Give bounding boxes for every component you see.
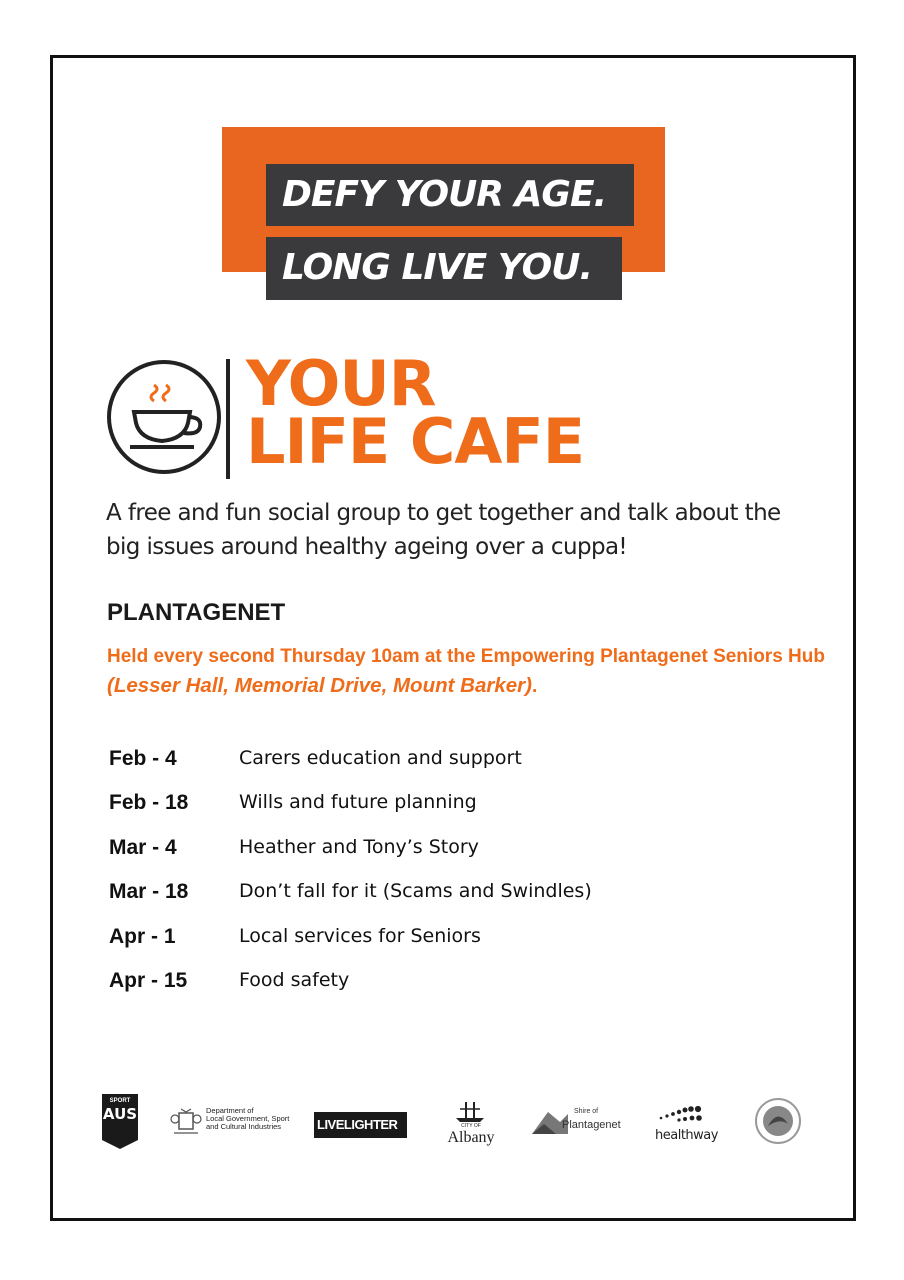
cafe-title-line-1: YOUR [246, 347, 436, 420]
healthway-text: healthway [655, 1128, 718, 1143]
livelighter-logo [314, 1112, 407, 1138]
schedule-date: Mar - 4 [109, 836, 177, 859]
meeting-info-text: Held every second Thursday 10am at the Empowering Plantagenet Seniors Hub [107, 646, 825, 667]
schedule-topic: Heather and Tony’s Story [239, 836, 479, 858]
albany-small-text: CITY OF [461, 1123, 481, 1129]
dlgsc-line-3: and Cultural Industries [206, 1122, 282, 1131]
coffee-cup-icon [104, 357, 234, 482]
schedule-topic: Wills and future planning [239, 791, 477, 813]
cafe-title [246, 347, 585, 478]
schedule-topic: Food safety [239, 969, 350, 991]
plantagenet-text: Plantagenet [562, 1119, 621, 1131]
sport-aus-logo [100, 1092, 140, 1150]
dlgsc-line-1: Department of [206, 1106, 254, 1115]
shire-of-plantagenet-logo [530, 1102, 625, 1142]
meeting-info [107, 642, 827, 701]
shire-seal-logo [754, 1096, 802, 1146]
city-of-albany-logo [440, 1100, 502, 1150]
sport-aus-text: AUS [102, 1105, 138, 1123]
albany-text: Albany [447, 1129, 495, 1146]
dlgsc-logo [170, 1107, 295, 1147]
meeting-info-end: . [531, 676, 538, 697]
tagline: A free and fun social group to get together and talk about the big issues around healthy ageing over a cuppa! [106, 500, 781, 560]
healthway-dots-icon [655, 1104, 707, 1126]
livelighter-text: LIVELIGHTER [317, 1117, 398, 1132]
slogan-line-2: LONG LIVE YOU. [266, 237, 622, 300]
schedule-date: Feb - 4 [109, 747, 177, 770]
schedule-topic: Local services for Seniors [239, 925, 481, 947]
plantagenet-small-text: Shire of [574, 1108, 599, 1115]
schedule-date: Apr - 1 [109, 925, 176, 948]
healthway-logo [653, 1104, 725, 1146]
meeting-venue: (Lesser Hall, Memorial Drive, Mount Barker) [107, 674, 532, 697]
cafe-title-line-2: LIFE CAFE [246, 405, 585, 478]
schedule-date: Feb - 18 [109, 791, 189, 814]
wa-crest-icon [170, 1107, 202, 1137]
schedule-topic: Don’t fall for it (Scams and Swindles) [239, 880, 592, 902]
slogan-line-1: DEFY YOUR AGE. [266, 164, 634, 226]
schedule-date: Mar - 18 [109, 880, 189, 903]
sport-aus-top: SPORT [109, 1098, 131, 1104]
sponsor-logos [98, 1092, 808, 1152]
location-heading: PLANTAGENET [107, 599, 286, 626]
dlgsc-line-2: Local Government, Sport [206, 1114, 290, 1123]
schedule-date: Apr - 15 [109, 969, 188, 992]
schedule-topic: Carers education and support [239, 747, 522, 769]
ship-icon [450, 1100, 490, 1124]
